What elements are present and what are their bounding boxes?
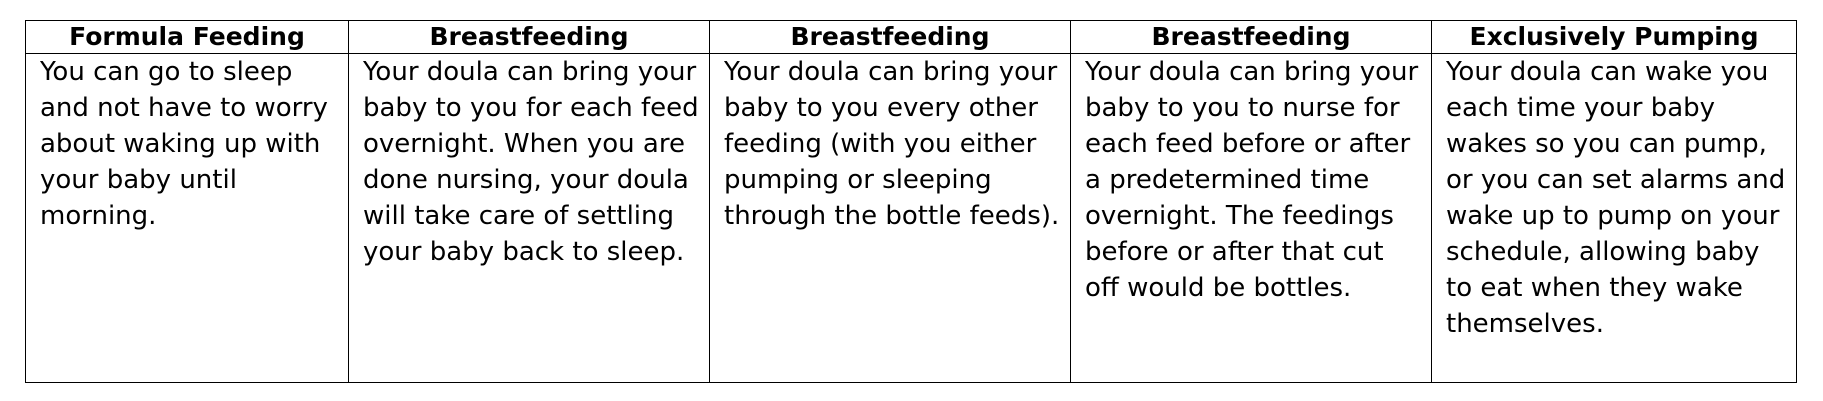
feeding-options-table bbox=[25, 20, 1797, 383]
cell-breastfeeding-1: Your doula can bring your baby to you for each feed overnight. When you are done nursing, your doula will take care of settling your baby back to sleep. bbox=[349, 54, 710, 383]
cell-exclusively-pumping: Your doula can wake you each time your baby wakes so you can pump, or you can set alarms and wake up to pump on your schedule, allowing baby to eat when they wake themselves. bbox=[1432, 54, 1797, 383]
table-row bbox=[26, 54, 1797, 383]
header-row bbox=[26, 21, 1797, 54]
cell-breastfeeding-3: Your doula can bring your baby to you to nurse for each feed before or after a predetermined time overnight. The feedings before or after that cut off would be bottles. bbox=[1071, 54, 1432, 383]
header-breastfeeding-2: Breastfeeding bbox=[710, 21, 1071, 54]
header-breastfeeding-1: Breastfeeding bbox=[349, 21, 710, 54]
header-breastfeeding-3: Breastfeeding bbox=[1071, 21, 1432, 54]
cell-breastfeeding-2: Your doula can bring your baby to you every other feeding (with you either pumping or sleeping through the bottle feeds). bbox=[710, 54, 1071, 383]
cell-formula-feeding: You can go to sleep and not have to worry about waking up with your baby until morning. bbox=[26, 54, 349, 383]
header-exclusively-pumping: Exclusively Pumping bbox=[1432, 21, 1797, 54]
header-formula-feeding: Formula Feeding bbox=[26, 21, 349, 54]
